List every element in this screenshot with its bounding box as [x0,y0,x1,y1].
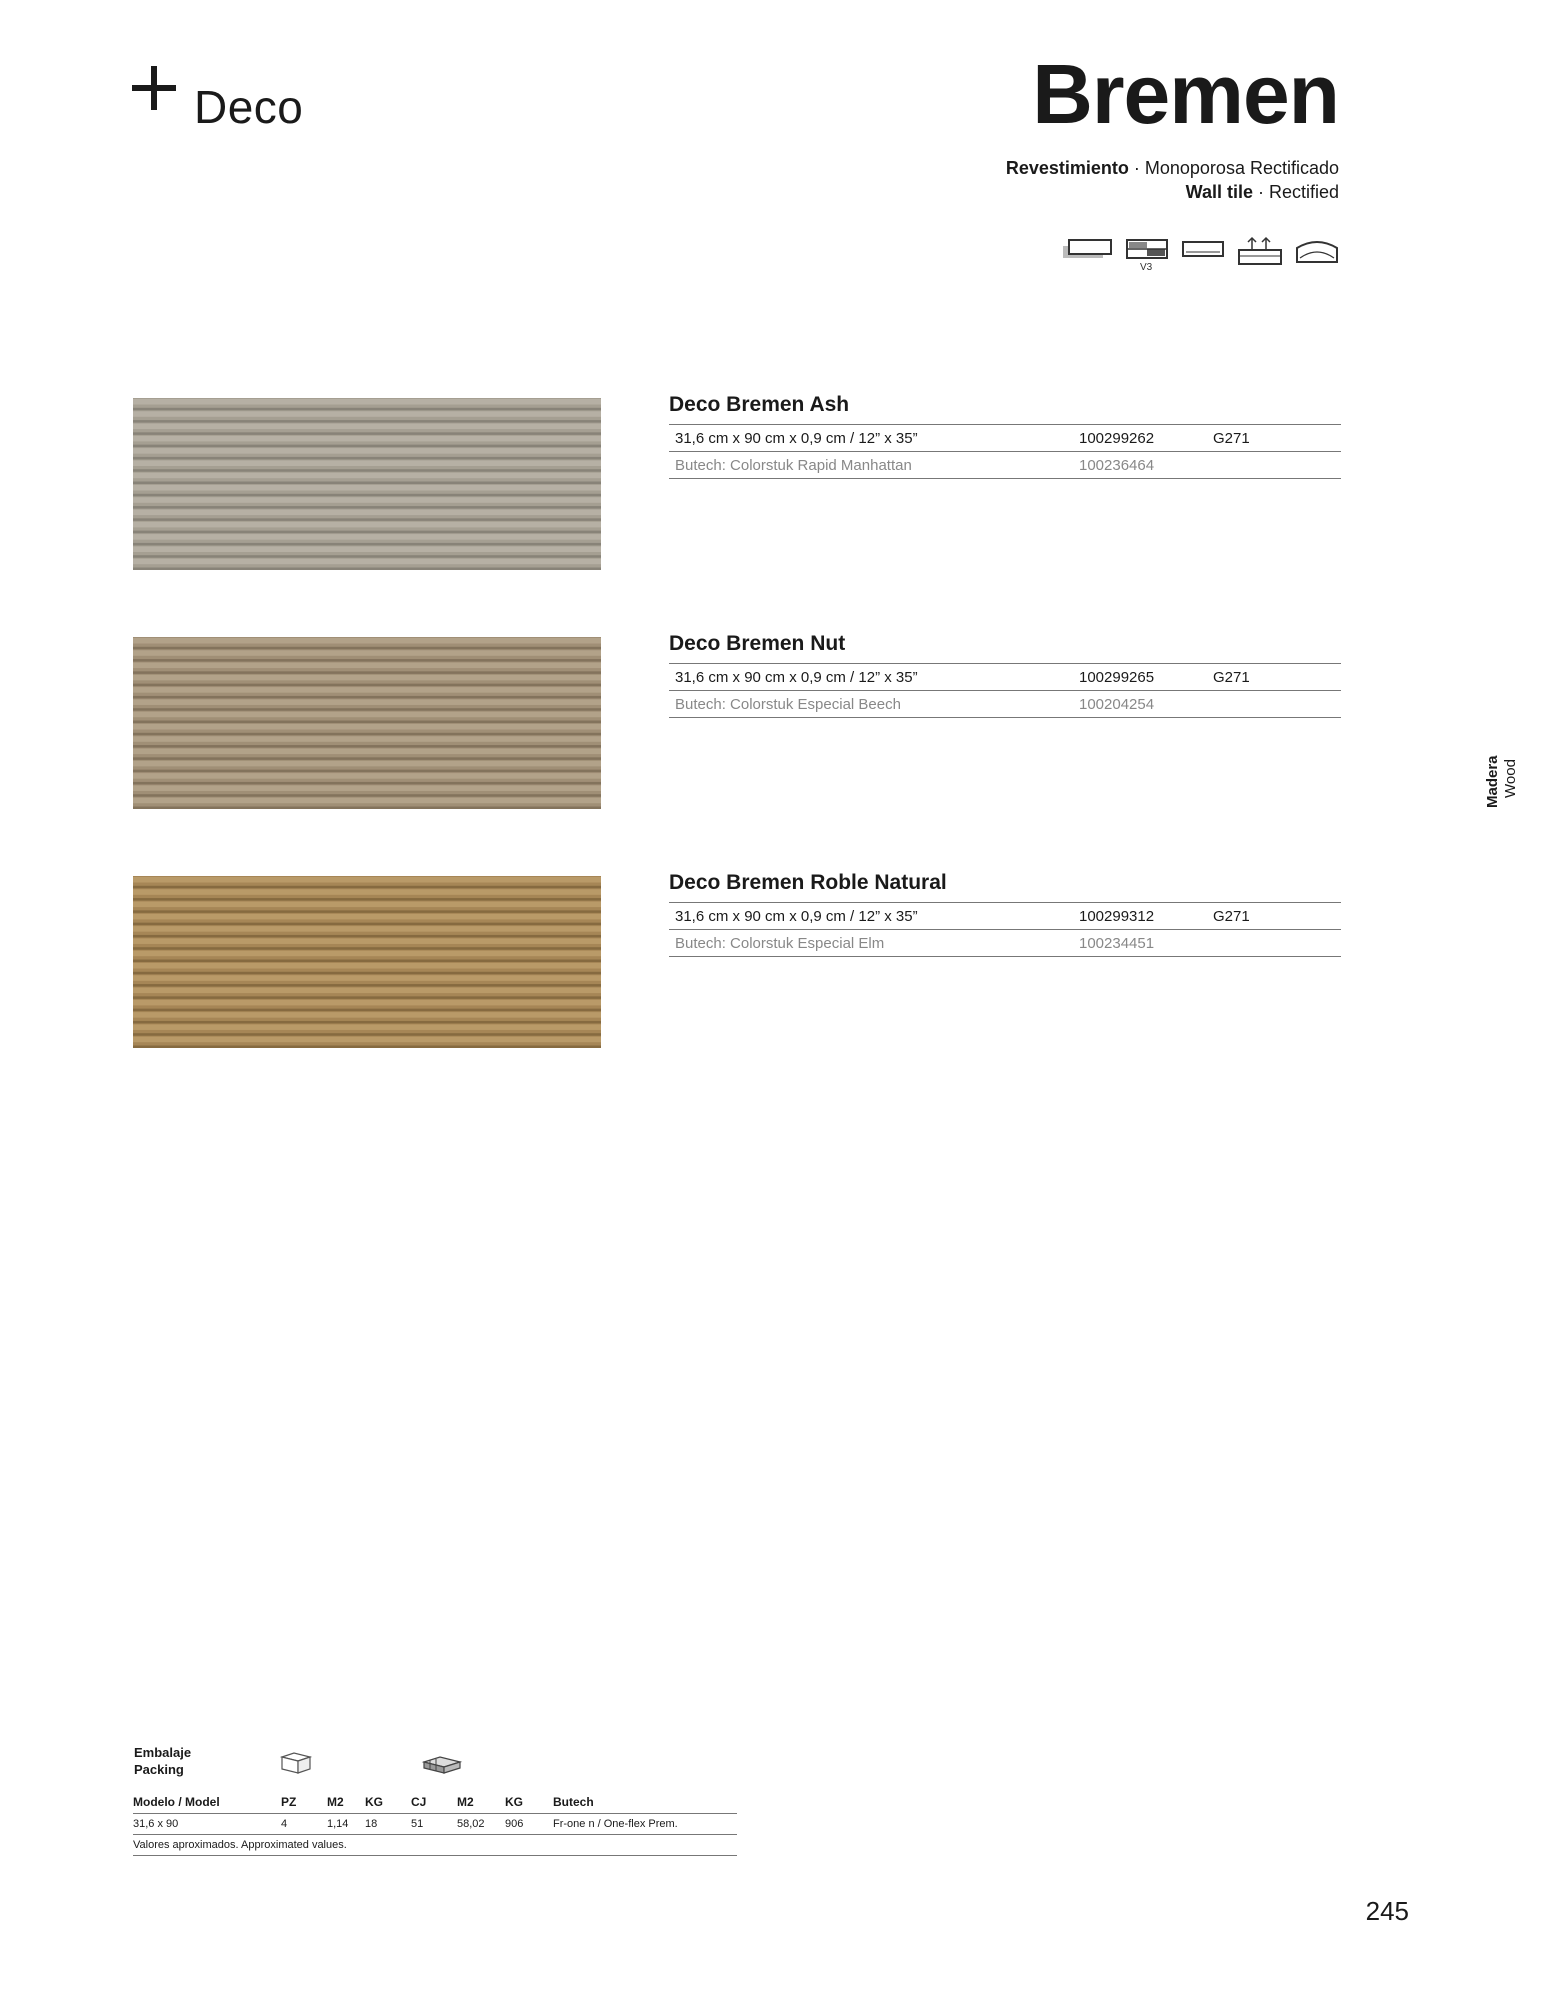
page-number: 245 [1365,1896,1409,1926]
product-name-nut: Deco Bremen Nut [669,632,846,655]
side-category-tab [1480,740,1540,810]
subtitle-es-rest: · Monoporosa Rectificado [1128,158,1339,178]
rectified-edge-icon [1181,236,1225,262]
product-image-roble-natural [133,876,601,1048]
side-tab-wood: Wood [1502,759,1519,798]
size-cell: 31,6 cm x 90 cm x 0,9 cm / 12” x 35” [675,668,918,686]
plus-icon [132,66,176,110]
spec-icons [1063,236,1339,274]
butech-cell: Butech: Colorstuk Especial Beech [675,695,901,713]
pallet-icon [420,1752,464,1781]
product-name-ash: Deco Bremen Ash [669,393,850,416]
packing-header: PZ [281,1795,297,1809]
spec-row-butech [669,452,1341,479]
subtitle-en-bold: Wall tile [1185,182,1253,202]
group-cell: G271 [1213,907,1250,925]
group-cell: G271 [1213,668,1250,686]
packing-header-row [133,1791,737,1814]
code-cell: 100299312 [1079,907,1155,925]
code-cell: 100299265 [1079,668,1155,686]
packing-header: Butech [553,1795,594,1809]
variation-label: V3 [1140,262,1153,273]
packing-cell: 51 [411,1818,424,1830]
packing-header: Modelo / Model [133,1795,220,1809]
butech-cell: Butech: Colorstuk Especial Elm [675,934,885,952]
product-image-nut [133,637,601,809]
spec-row-size [669,664,1341,691]
packing-header: KG [505,1795,523,1809]
spec-table-ash [669,424,1341,479]
packing-title [134,1744,191,1778]
subtitle-en [1186,182,1339,203]
size-cell: 31,6 cm x 90 cm x 0,9 cm / 12” x 35” [675,429,918,447]
packing-cell: 906 [505,1818,524,1830]
packing-cell: 58,02 [457,1818,485,1830]
code-cell: 100299262 [1079,429,1155,447]
size-cell: 31,6 cm x 90 cm x 0,9 cm / 12” x 35” [675,907,918,925]
packing-table [133,1791,737,1856]
spec-row-butech [669,930,1341,957]
packing-cell: Fr-one n / One-flex Prem. [553,1818,678,1830]
spec-row-size [669,425,1341,452]
butech-code-cell: 100234451 [1079,934,1155,952]
side-tab-madera: Madera [1484,755,1501,808]
group-cell: G271 [1213,429,1250,447]
spec-row-butech [669,691,1341,718]
subtitle-es-bold: Revestimiento [1005,158,1129,178]
packing-header: M2 [457,1795,474,1809]
subtitle-es [1006,158,1339,179]
box-icon [280,1750,312,1779]
packing-title-en: Packing [134,1762,184,1777]
butech-code-cell: 100236464 [1079,456,1155,474]
spec-table-roble-natural [669,902,1341,957]
variation-v3-icon [1125,236,1169,274]
packing-title-es: Embalaje [134,1745,192,1760]
packing-note: Valores aproximados. Approximated values. [133,1835,737,1856]
packing-row [133,1814,737,1835]
packing-cell: 1,14 [327,1818,349,1830]
subtitle-en-rest: · Rectified [1252,182,1339,202]
product-name-roble-natural: Deco Bremen Roble Natural [669,871,947,894]
packing-cell: 18 [365,1818,378,1830]
packing-header: M2 [327,1795,344,1809]
packing-header: KG [365,1795,383,1809]
butech-code-cell: 100204254 [1079,695,1155,713]
page-title: Bremen [1032,47,1339,141]
spec-table-nut [669,663,1341,718]
tile-shade-icon [1063,236,1113,262]
packing-cell: 31,6 x 90 [133,1818,179,1830]
product-image-ash [133,398,601,570]
spec-row-size [669,903,1341,930]
packing-header: CJ [411,1795,427,1809]
butech-cell: Butech: Colorstuk Rapid Manhattan [675,456,912,474]
packing-cell: 4 [281,1818,288,1830]
section-label: Deco [194,81,304,133]
wall-application-icon [1237,236,1283,266]
curved-relief-icon [1295,236,1339,266]
